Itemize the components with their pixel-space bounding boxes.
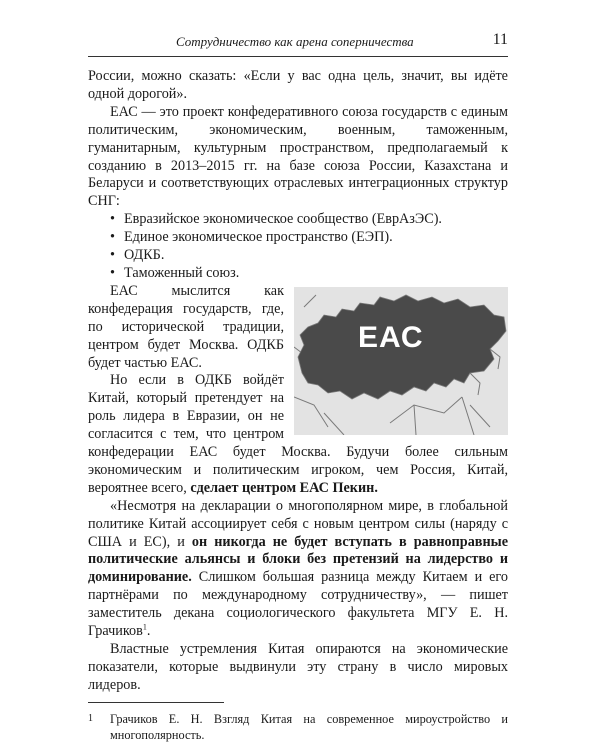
quote-text-end: Слишком большая разница между Китаем и его партнёрами по международному сотрудничеству», — пишет заместитель декана социологического факультета МГУ Е. Н. Грачиков [88,569,508,640]
body-text [88,68,508,695]
paragraph-6: Властные устремления Китая опираются на экономические показатели, которые выдвинули эту страну в число мировых лидеров. [88,641,508,693]
footnote-reference: 1 [142,622,147,632]
paragraph-2: ЕАС — это проект конфедеративного союза государств с единым политическим, экономическим, военным, таможенным, гуманитарным, культурным пространством, предполагаемый к созданию в 2013–2015 гг. на базе союза России, Казахстана и Беларуси и соответствующих отраслевых интеграционных структур СНГ: [88,103,508,210]
integration-structures-list [88,211,508,283]
paragraph-4-bold: сделает центром ЕАС Пекин. [190,479,378,496]
eas-map-label: ЕАС [358,320,424,354]
footnote-mark: 1 [88,713,93,724]
paragraph-1: России, можно сказать: «Если у вас одна цель, значит, вы идёте одной дорогой». [88,68,508,102]
running-header [88,30,508,57]
footnote-text: Грачиков Е. Н. Взгляд Китая на современное мироустройство и многополярность. [110,712,508,742]
paragraph-3: ЕАС мыслится как конфедерация государств, где, по исторической традиции, центром будет Москва. ОДКБ будет частью ЕАС. [88,282,284,371]
list-item: • Таможенный союз. [110,265,508,283]
book-page [88,30,508,742]
footnote-divider [88,702,224,703]
running-header-title: Сотрудничество как арена соперничества [176,34,414,49]
list-item: • ОДКБ. [110,247,508,265]
eas-map-svg [294,287,508,435]
quote-period: . [146,623,151,640]
footnote [88,711,508,743]
list-item: • Единое экономическое пространство (ЕЭП). [110,229,508,247]
quote-bold: он никогда не будет вступать в равноправные политические альянсы и блоки без претензий на лидерство и доминирование. [88,533,508,586]
quote-text-start: «Несмотря на декларации о многополярном мире, в глобальной политике Китай ассоциирует себя с новым центром силы (наряду с США и ЕС), и [88,497,508,550]
list-item: • Евразийское экономическое сообщество (ЕврАзЭС). [110,211,508,229]
eas-map-image [294,287,508,435]
paragraph-5-quote [88,498,508,641]
page-number: 11 [492,31,508,48]
paragraph-4-text: Но если в ОДКБ войдёт Китай, который претендует на роль лидера в Евразии, он не согласится с тем, что центром конфедерации ЕАС будет Москва. Будучи более сильным экономическим и политическим игроком, чем Россия, Китай, вероятнее всего, [88,372,508,496]
